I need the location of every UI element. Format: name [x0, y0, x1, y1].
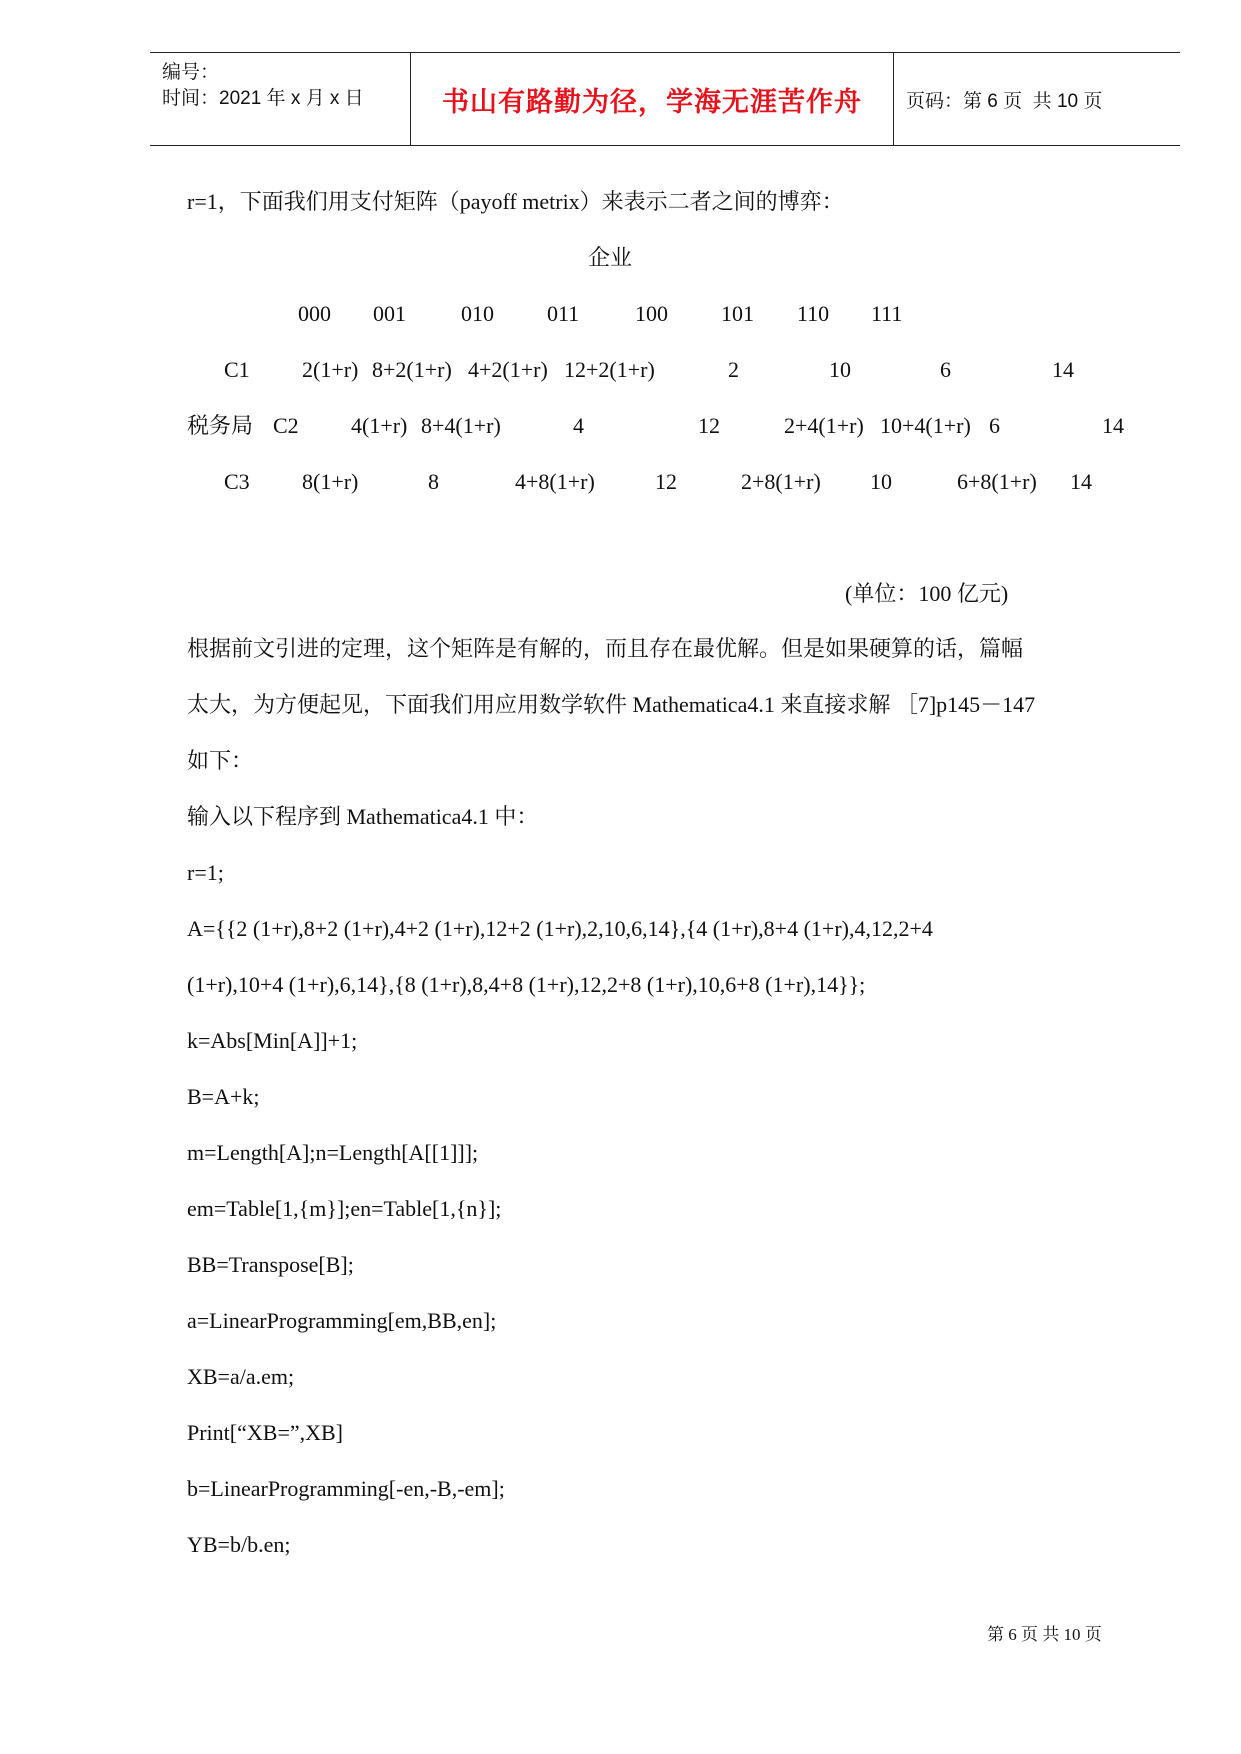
- matrix-cell: 2+4(1+r): [784, 413, 864, 438]
- matrix-column-group-label: 企业: [588, 245, 633, 270]
- code-line: BB=Transpose[B];: [187, 1252, 354, 1277]
- matrix-cell: 8: [428, 469, 439, 494]
- matrix-cell: 8(1+r): [302, 469, 359, 494]
- matrix-column-header: 011: [547, 301, 580, 326]
- document-number-label: 编号：: [162, 62, 220, 83]
- header-motto-cell: [410, 53, 894, 145]
- matrix-row-label: C1: [224, 357, 250, 382]
- code-line: r=1;: [187, 860, 224, 885]
- matrix-column-header: 110: [797, 301, 830, 326]
- matrix-column-header: 101: [721, 301, 754, 326]
- page-header: [150, 52, 1180, 146]
- matrix-cell: 10: [829, 357, 851, 382]
- program-intro: 输入以下程序到 Mathematica4.1 中：: [187, 804, 539, 829]
- matrix-row-group-label: 税务局: [187, 413, 254, 438]
- header-motto: 书山有路勤为径，学海无涯苦作舟: [442, 86, 862, 118]
- matrix-cell: 12+2(1+r): [564, 357, 655, 382]
- matrix-cell: 14: [1102, 413, 1124, 438]
- matrix-cell: 8+4(1+r): [421, 413, 501, 438]
- matrix-cell: 4+2(1+r): [468, 357, 548, 382]
- header-page-cell: [894, 53, 1180, 145]
- page-footer: 第 6 页 共 10 页: [987, 1625, 1102, 1644]
- code-line: m=Length[A];n=Length[A[[1]]];: [187, 1140, 479, 1165]
- code-line: YB=b/b.en;: [187, 1532, 291, 1557]
- matrix-column-header: 000: [298, 301, 331, 326]
- paragraph-line: 根据前文引进的定理，这个矩阵是有解的，而且存在最优解。但是如果硬算的话，篇幅: [187, 636, 1024, 661]
- code-line: em=Table[1,{m}];en=Table[1,{n}];: [187, 1196, 502, 1221]
- matrix-cell: 10: [870, 469, 892, 494]
- matrix-cell: 6+8(1+r): [957, 469, 1037, 494]
- matrix-column-header: 100: [635, 301, 668, 326]
- matrix-cell: 14: [1052, 357, 1074, 382]
- paragraph-line: 如下：: [187, 748, 254, 773]
- matrix-column-header: 010: [461, 301, 494, 326]
- code-line: B=A+k;: [187, 1084, 260, 1109]
- matrix-cell: 2+8(1+r): [741, 469, 821, 494]
- header-page-info: 页码：第 6 页 共 10 页: [906, 90, 1103, 112]
- code-line: Print[“XB=”,XB]: [187, 1420, 343, 1445]
- matrix-cell: 4: [573, 413, 584, 438]
- code-line: b=LinearProgramming[-en,-B,-em];: [187, 1476, 505, 1501]
- matrix-cell: 2(1+r): [302, 357, 359, 382]
- matrix-unit-note: (单位：100 亿元): [845, 581, 1009, 606]
- matrix-cell: 4(1+r): [351, 413, 408, 438]
- paragraph-line: 太大，为方便起见，下面我们用应用数学软件 Mathematica4.1 来直接求解 ［7]p145－147: [187, 692, 1036, 717]
- matrix-column-header: 111: [871, 301, 903, 326]
- matrix-cell: 6: [940, 357, 951, 382]
- code-line: (1+r),10+4 (1+r),6,14},{8 (1+r),8,4+8 (1+r),12,2+8 (1+r),10,6+8 (1+r),14}};: [187, 972, 866, 997]
- document-date: 时间：2021 年 x 月 x 日: [162, 88, 364, 109]
- code-line: a=LinearProgramming[em,BB,en];: [187, 1308, 497, 1333]
- matrix-cell: 6: [989, 413, 1000, 438]
- matrix-row-label: C2: [273, 413, 299, 438]
- matrix-cell: 2: [728, 357, 739, 382]
- intro-line: r=1，下面我们用支付矩阵（payoff metrix）来表示二者之间的博弈：: [187, 189, 844, 214]
- matrix-cell: 4+8(1+r): [515, 469, 595, 494]
- matrix-cell: 10+4(1+r): [880, 413, 971, 438]
- matrix-cell: 14: [1070, 469, 1092, 494]
- code-line: XB=a/a.em;: [187, 1364, 295, 1389]
- matrix-column-header: 001: [373, 301, 406, 326]
- matrix-row-label: C3: [224, 469, 250, 494]
- code-line: k=Abs[Min[A]]+1;: [187, 1028, 358, 1053]
- header-meta: [150, 53, 410, 145]
- matrix-cell: 12: [655, 469, 677, 494]
- matrix-cell: 8+2(1+r): [372, 357, 452, 382]
- code-line: A={{2 (1+r),8+2 (1+r),4+2 (1+r),12+2 (1+r),2,10,6,14},{4 (1+r),8+4 (1+r),4,12,2+4: [187, 916, 933, 941]
- matrix-cell: 12: [698, 413, 720, 438]
